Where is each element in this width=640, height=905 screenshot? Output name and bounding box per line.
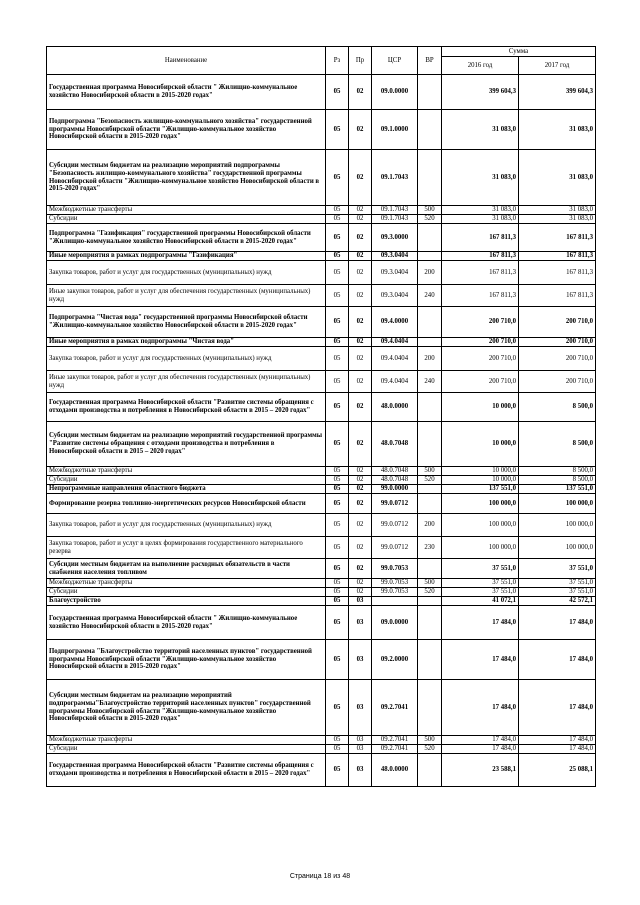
cell-pr: 02 [349,307,372,338]
budget-table [46,46,596,787]
table-row [47,307,596,338]
cell-csr: 09.3.0000 [372,224,418,252]
table-row [47,745,596,754]
cell-csr: 09.2.7041 [372,680,418,736]
cell-name: Государственная программа Новосибирской области "Развитие системы обращения с отходами производства и потребления в Новосибирской области в 2015 – 2020 годах" [47,393,326,422]
cell-csr: 09.1.7043 [372,206,418,215]
cell-sum-2016: 167 811,3 [442,252,519,261]
cell-name: Субсидии местным бюджетам на реализацию мероприятий государственной программы "Развитие системы обращения с отходами производства и потребления в Новосибирской области в 2015 – 2020 годах" [47,422,326,467]
cell-sum-2016: 17 484,0 [442,680,519,736]
cell-pr: 02 [349,261,372,285]
cell-pr: 02 [349,224,372,252]
cell-csr: 09.4.0404 [372,347,418,371]
cell-pr: 02 [349,579,372,588]
cell-name: Формирование резерва топливно-энергетических ресурсов Новосибирской области [47,494,326,514]
cell-name: Иные закупки товаров, работ и услуг для обеспечения государственных (муниципальных) нужд [47,371,326,393]
cell-rz: 05 [326,736,349,745]
table-row [47,75,596,110]
cell-pr: 02 [349,285,372,307]
cell-vr [418,338,442,347]
cell-pr: 03 [349,640,372,680]
cell-vr: 230 [418,537,442,559]
cell-csr: 99.0.7053 [372,559,418,579]
cell-sum-2016: 167 811,3 [442,285,519,307]
cell-name: Субсидии [47,745,326,754]
cell-name: Государственная программа Новосибирской области " Жилищно-коммунальное хозяйство Новосибирской области в 2015-2020 годах" [47,75,326,110]
cell-sum-2016: 167 811,3 [442,261,519,285]
cell-rz: 05 [326,559,349,579]
cell-csr: 48.0.7048 [372,422,418,467]
cell-sum-2017: 31 083,0 [519,215,596,224]
cell-sum-2017: 200 710,0 [519,338,596,347]
cell-rz: 05 [326,307,349,338]
table-body [47,75,596,787]
cell-csr: 99.0.7053 [372,588,418,597]
cell-csr [372,597,418,606]
cell-rz: 05 [326,285,349,307]
cell-sum-2017: 167 811,3 [519,224,596,252]
cell-sum-2017: 31 083,0 [519,206,596,215]
cell-vr: 500 [418,206,442,215]
header-pr: Пр [349,47,372,75]
cell-name: Субсидии [47,215,326,224]
cell-rz: 05 [326,588,349,597]
cell-pr: 02 [349,215,372,224]
page-footer: Страница 18 из 48 [289,873,351,880]
table-row [47,579,596,588]
cell-rz: 05 [326,494,349,514]
cell-pr: 02 [349,206,372,215]
cell-name: Благоустройство [47,597,326,606]
header-sum: Сумма [442,47,596,57]
header-year-2017: 2017 год [519,57,596,75]
cell-sum-2016: 100 000,0 [442,514,519,537]
cell-csr: 09.3.0404 [372,252,418,261]
cell-sum-2016: 10 000,0 [442,393,519,422]
cell-rz: 05 [326,485,349,494]
cell-name: Закупка товаров, работ и услуг для государственных (муниципальных) нужд [47,347,326,371]
cell-vr: 200 [418,514,442,537]
cell-pr: 03 [349,745,372,754]
cell-rz: 05 [326,75,349,110]
cell-sum-2017: 137 551,0 [519,485,596,494]
cell-rz: 05 [326,579,349,588]
cell-vr [418,640,442,680]
cell-sum-2016: 31 083,0 [442,206,519,215]
cell-csr: 99.0.0000 [372,485,418,494]
cell-csr: 09.4.0000 [372,307,418,338]
cell-pr: 02 [349,559,372,579]
header-csr: ЦСР [372,47,418,75]
cell-name: Межбюджетные трансферты [47,467,326,476]
cell-name: Иные мероприятия в рамках подпрограммы "Газификация" [47,252,326,261]
cell-vr [418,422,442,467]
cell-csr: 09.2.7041 [372,745,418,754]
cell-sum-2017: 17 484,0 [519,680,596,736]
cell-pr: 02 [349,476,372,485]
table-row [47,485,596,494]
cell-vr [418,597,442,606]
cell-sum-2016: 37 551,0 [442,579,519,588]
table-row [47,588,596,597]
cell-sum-2016: 31 083,0 [442,150,519,206]
cell-sum-2016: 399 604,3 [442,75,519,110]
cell-sum-2017: 31 083,0 [519,110,596,150]
cell-sum-2016: 200 710,0 [442,307,519,338]
cell-csr: 09.3.0404 [372,261,418,285]
table-row [47,754,596,787]
table-row [47,150,596,206]
cell-name: Субсидии местным бюджетам на выполнение расходных обязательств в части снабжения населения топливом [47,559,326,579]
cell-sum-2016: 167 811,3 [442,224,519,252]
cell-sum-2016: 31 083,0 [442,110,519,150]
cell-pr: 02 [349,588,372,597]
cell-pr: 03 [349,736,372,745]
cell-vr [418,754,442,787]
cell-sum-2016: 41 072,1 [442,597,519,606]
cell-rz: 05 [326,422,349,467]
cell-sum-2016: 137 551,0 [442,485,519,494]
cell-vr: 520 [418,215,442,224]
cell-pr: 02 [349,393,372,422]
cell-name: Непрограммные направления областного бюджета [47,485,326,494]
cell-rz: 05 [326,393,349,422]
cell-pr: 02 [349,75,372,110]
cell-csr: 09.4.0404 [372,338,418,347]
table-row [47,640,596,680]
cell-vr: 240 [418,285,442,307]
cell-sum-2017: 42 572,1 [519,597,596,606]
cell-rz: 05 [326,338,349,347]
cell-csr: 09.3.0404 [372,285,418,307]
cell-vr [418,307,442,338]
table-row [47,393,596,422]
cell-rz: 05 [326,514,349,537]
table-row [47,597,596,606]
cell-sum-2016: 37 551,0 [442,588,519,597]
cell-vr: 520 [418,745,442,754]
cell-rz: 05 [326,467,349,476]
cell-rz: 05 [326,252,349,261]
cell-name: Субсидии [47,588,326,597]
cell-csr: 09.0.0000 [372,606,418,640]
cell-pr: 02 [349,110,372,150]
cell-name: Государственная программа Новосибирской области "Развитие системы обращения с отходами производства и потребления в Новосибирской области в 2015 – 2020 годах" [47,754,326,787]
cell-csr: 09.1.0000 [372,110,418,150]
cell-name: Подпрограмма "Благоустройство территорий населенных пунктов" государственной программы Новосибирской области "Жилищно-коммунальное хозяйство Новосибирской области в 2015-2020 годах" [47,640,326,680]
cell-sum-2017: 17 484,0 [519,606,596,640]
cell-sum-2017: 100 000,0 [519,494,596,514]
cell-csr: 48.0.0000 [372,754,418,787]
cell-sum-2016: 10 000,0 [442,476,519,485]
cell-name: Закупка товаров, работ и услуг в целях формирования государственного материального резерва [47,537,326,559]
cell-rz: 05 [326,224,349,252]
cell-vr [418,606,442,640]
cell-pr: 02 [349,338,372,347]
cell-pr: 02 [349,371,372,393]
header-name: Наименование [47,47,326,75]
cell-sum-2016: 37 551,0 [442,559,519,579]
cell-vr [418,75,442,110]
cell-pr: 02 [349,494,372,514]
cell-sum-2016: 200 710,0 [442,338,519,347]
cell-name: Субсидии местным бюджетам на реализацию мероприятий подпрограммы"Благоустройство территорий населенных пунктов" государственной программы Новосибирской области "Жилищно-коммунальное хозяйство Новосибирской области в 2015-2020 годах" [47,680,326,736]
cell-sum-2016: 31 083,0 [442,215,519,224]
cell-csr: 99.0.0712 [372,514,418,537]
header-year-2016: 2016 год [442,57,519,75]
cell-name: Субсидии [47,476,326,485]
cell-sum-2017: 37 551,0 [519,588,596,597]
cell-rz: 05 [326,597,349,606]
table-row [47,110,596,150]
cell-csr: 09.0.0000 [372,75,418,110]
cell-name: Иные мероприятия в рамках подпрограммы "Чистая вода" [47,338,326,347]
table-row [47,606,596,640]
cell-vr [418,224,442,252]
cell-name: Закупка товаров, работ и услуг для государственных (муниципальных) нужд [47,261,326,285]
cell-name: Субсидии местным бюджетам на реализацию мероприятий подпрограммы "Безопасность жилищно-коммунального хозяйства" государственной программы Новосибирской области "Жилищно-коммунальное хозяйство Новосибирской области в 2015-2020 годах" [47,150,326,206]
cell-name: Подпрограмма "Газификация" государственной программы Новосибирской области "Жилищно-коммунальное хозяйство Новосибирской области в 2015-2020 годах" [47,224,326,252]
cell-vr: 520 [418,588,442,597]
cell-rz: 05 [326,347,349,371]
cell-rz: 05 [326,680,349,736]
cell-pr: 02 [349,514,372,537]
cell-rz: 05 [326,206,349,215]
cell-sum-2016: 10 000,0 [442,467,519,476]
cell-name: Иные закупки товаров, работ и услуг для обеспечения государственных (муниципальных) нужд [47,285,326,307]
cell-rz: 05 [326,476,349,485]
cell-sum-2017: 17 484,0 [519,736,596,745]
cell-sum-2016: 10 000,0 [442,422,519,467]
cell-csr: 48.0.7048 [372,467,418,476]
table-row [47,215,596,224]
cell-sum-2017: 8 500,0 [519,393,596,422]
cell-vr [418,150,442,206]
cell-sum-2016: 23 588,1 [442,754,519,787]
cell-sum-2016: 200 710,0 [442,371,519,393]
cell-sum-2017: 100 000,0 [519,514,596,537]
cell-vr [418,393,442,422]
table-row [47,736,596,745]
table-row [47,347,596,371]
cell-sum-2017: 31 083,0 [519,150,596,206]
cell-sum-2017: 8 500,0 [519,467,596,476]
cell-csr: 09.1.7043 [372,150,418,206]
table-row [47,494,596,514]
cell-vr: 500 [418,467,442,476]
cell-name: Государственная программа Новосибирской области " Жилищно-коммунальное хозяйство Новосибирской области в 2015-2020 годах" [47,606,326,640]
table-row [47,338,596,347]
cell-sum-2017: 200 710,0 [519,371,596,393]
table-row [47,206,596,215]
table-row [47,252,596,261]
cell-sum-2017: 399 604,3 [519,75,596,110]
table-row [47,559,596,579]
cell-vr: 200 [418,347,442,371]
cell-name: Межбюджетные трансферты [47,579,326,588]
cell-rz: 05 [326,537,349,559]
table-row [47,261,596,285]
cell-sum-2017: 17 484,0 [519,640,596,680]
cell-csr: 99.0.7053 [372,579,418,588]
cell-sum-2017: 167 811,3 [519,261,596,285]
cell-pr: 03 [349,606,372,640]
cell-vr [418,252,442,261]
cell-csr: 09.2.7041 [372,736,418,745]
cell-vr: 200 [418,261,442,285]
cell-pr: 02 [349,467,372,476]
cell-pr: 02 [349,150,372,206]
cell-vr: 520 [418,476,442,485]
cell-sum-2016: 17 484,0 [442,606,519,640]
table-row [47,680,596,736]
cell-name: Межбюджетные трансферты [47,736,326,745]
table-row [47,285,596,307]
cell-sum-2017: 8 500,0 [519,422,596,467]
cell-sum-2017: 25 088,1 [519,754,596,787]
cell-rz: 05 [326,745,349,754]
cell-sum-2016: 100 000,0 [442,537,519,559]
cell-vr: 240 [418,371,442,393]
cell-csr: 48.0.0000 [372,393,418,422]
cell-pr: 03 [349,597,372,606]
cell-vr [418,559,442,579]
cell-sum-2016: 17 484,0 [442,736,519,745]
table-row [47,476,596,485]
cell-rz: 05 [326,371,349,393]
cell-vr [418,485,442,494]
cell-sum-2017: 167 811,3 [519,252,596,261]
cell-rz: 05 [326,261,349,285]
cell-sum-2017: 17 484,0 [519,745,596,754]
cell-sum-2017: 8 500,0 [519,476,596,485]
cell-name: Подпрограмма "Безопасность жилищно-коммунального хозяйства" государственной программы Новосибирской области "Жилищно-коммунальное хозяйство Новосибирской области в 2015-2020 годах" [47,110,326,150]
cell-csr: 09.1.7043 [372,215,418,224]
cell-sum-2016: 100 000,0 [442,494,519,514]
table-row [47,371,596,393]
cell-sum-2017: 200 710,0 [519,307,596,338]
cell-rz: 05 [326,640,349,680]
cell-vr [418,494,442,514]
cell-vr: 500 [418,736,442,745]
cell-rz: 05 [326,215,349,224]
cell-pr: 02 [349,537,372,559]
header-rz: Рз [326,47,349,75]
cell-csr: 99.0.0712 [372,537,418,559]
cell-sum-2016: 17 484,0 [442,745,519,754]
table-row [47,467,596,476]
cell-pr: 03 [349,680,372,736]
cell-name: Межбюджетные трансферты [47,206,326,215]
cell-name: Закупка товаров, работ и услуг для государственных (муниципальных) нужд [47,514,326,537]
cell-vr [418,110,442,150]
cell-rz: 05 [326,150,349,206]
cell-rz: 05 [326,606,349,640]
table-row [47,422,596,467]
table-row [47,514,596,537]
cell-sum-2016: 17 484,0 [442,640,519,680]
cell-sum-2016: 200 710,0 [442,347,519,371]
cell-sum-2017: 37 551,0 [519,579,596,588]
cell-pr: 02 [349,347,372,371]
cell-csr: 09.2.0000 [372,640,418,680]
cell-rz: 05 [326,754,349,787]
table-row [47,537,596,559]
table-row [47,224,596,252]
cell-sum-2017: 100 000,0 [519,537,596,559]
cell-csr: 48.0.7048 [372,476,418,485]
header-vr: ВР [418,47,442,75]
cell-rz: 05 [326,110,349,150]
cell-pr: 03 [349,754,372,787]
cell-csr: 09.4.0404 [372,371,418,393]
cell-csr: 99.0.0712 [372,494,418,514]
cell-vr: 500 [418,579,442,588]
cell-sum-2017: 200 710,0 [519,347,596,371]
cell-pr: 02 [349,485,372,494]
cell-sum-2017: 37 551,0 [519,559,596,579]
cell-vr [418,680,442,736]
cell-name: Подпрограмма "Чистая вода" государственной программы Новосибирской области "Жилищно-коммунальное хозяйство Новосибирской области в 2015-2020 годах" [47,307,326,338]
cell-pr: 02 [349,422,372,467]
cell-pr: 02 [349,252,372,261]
cell-sum-2017: 167 811,3 [519,285,596,307]
